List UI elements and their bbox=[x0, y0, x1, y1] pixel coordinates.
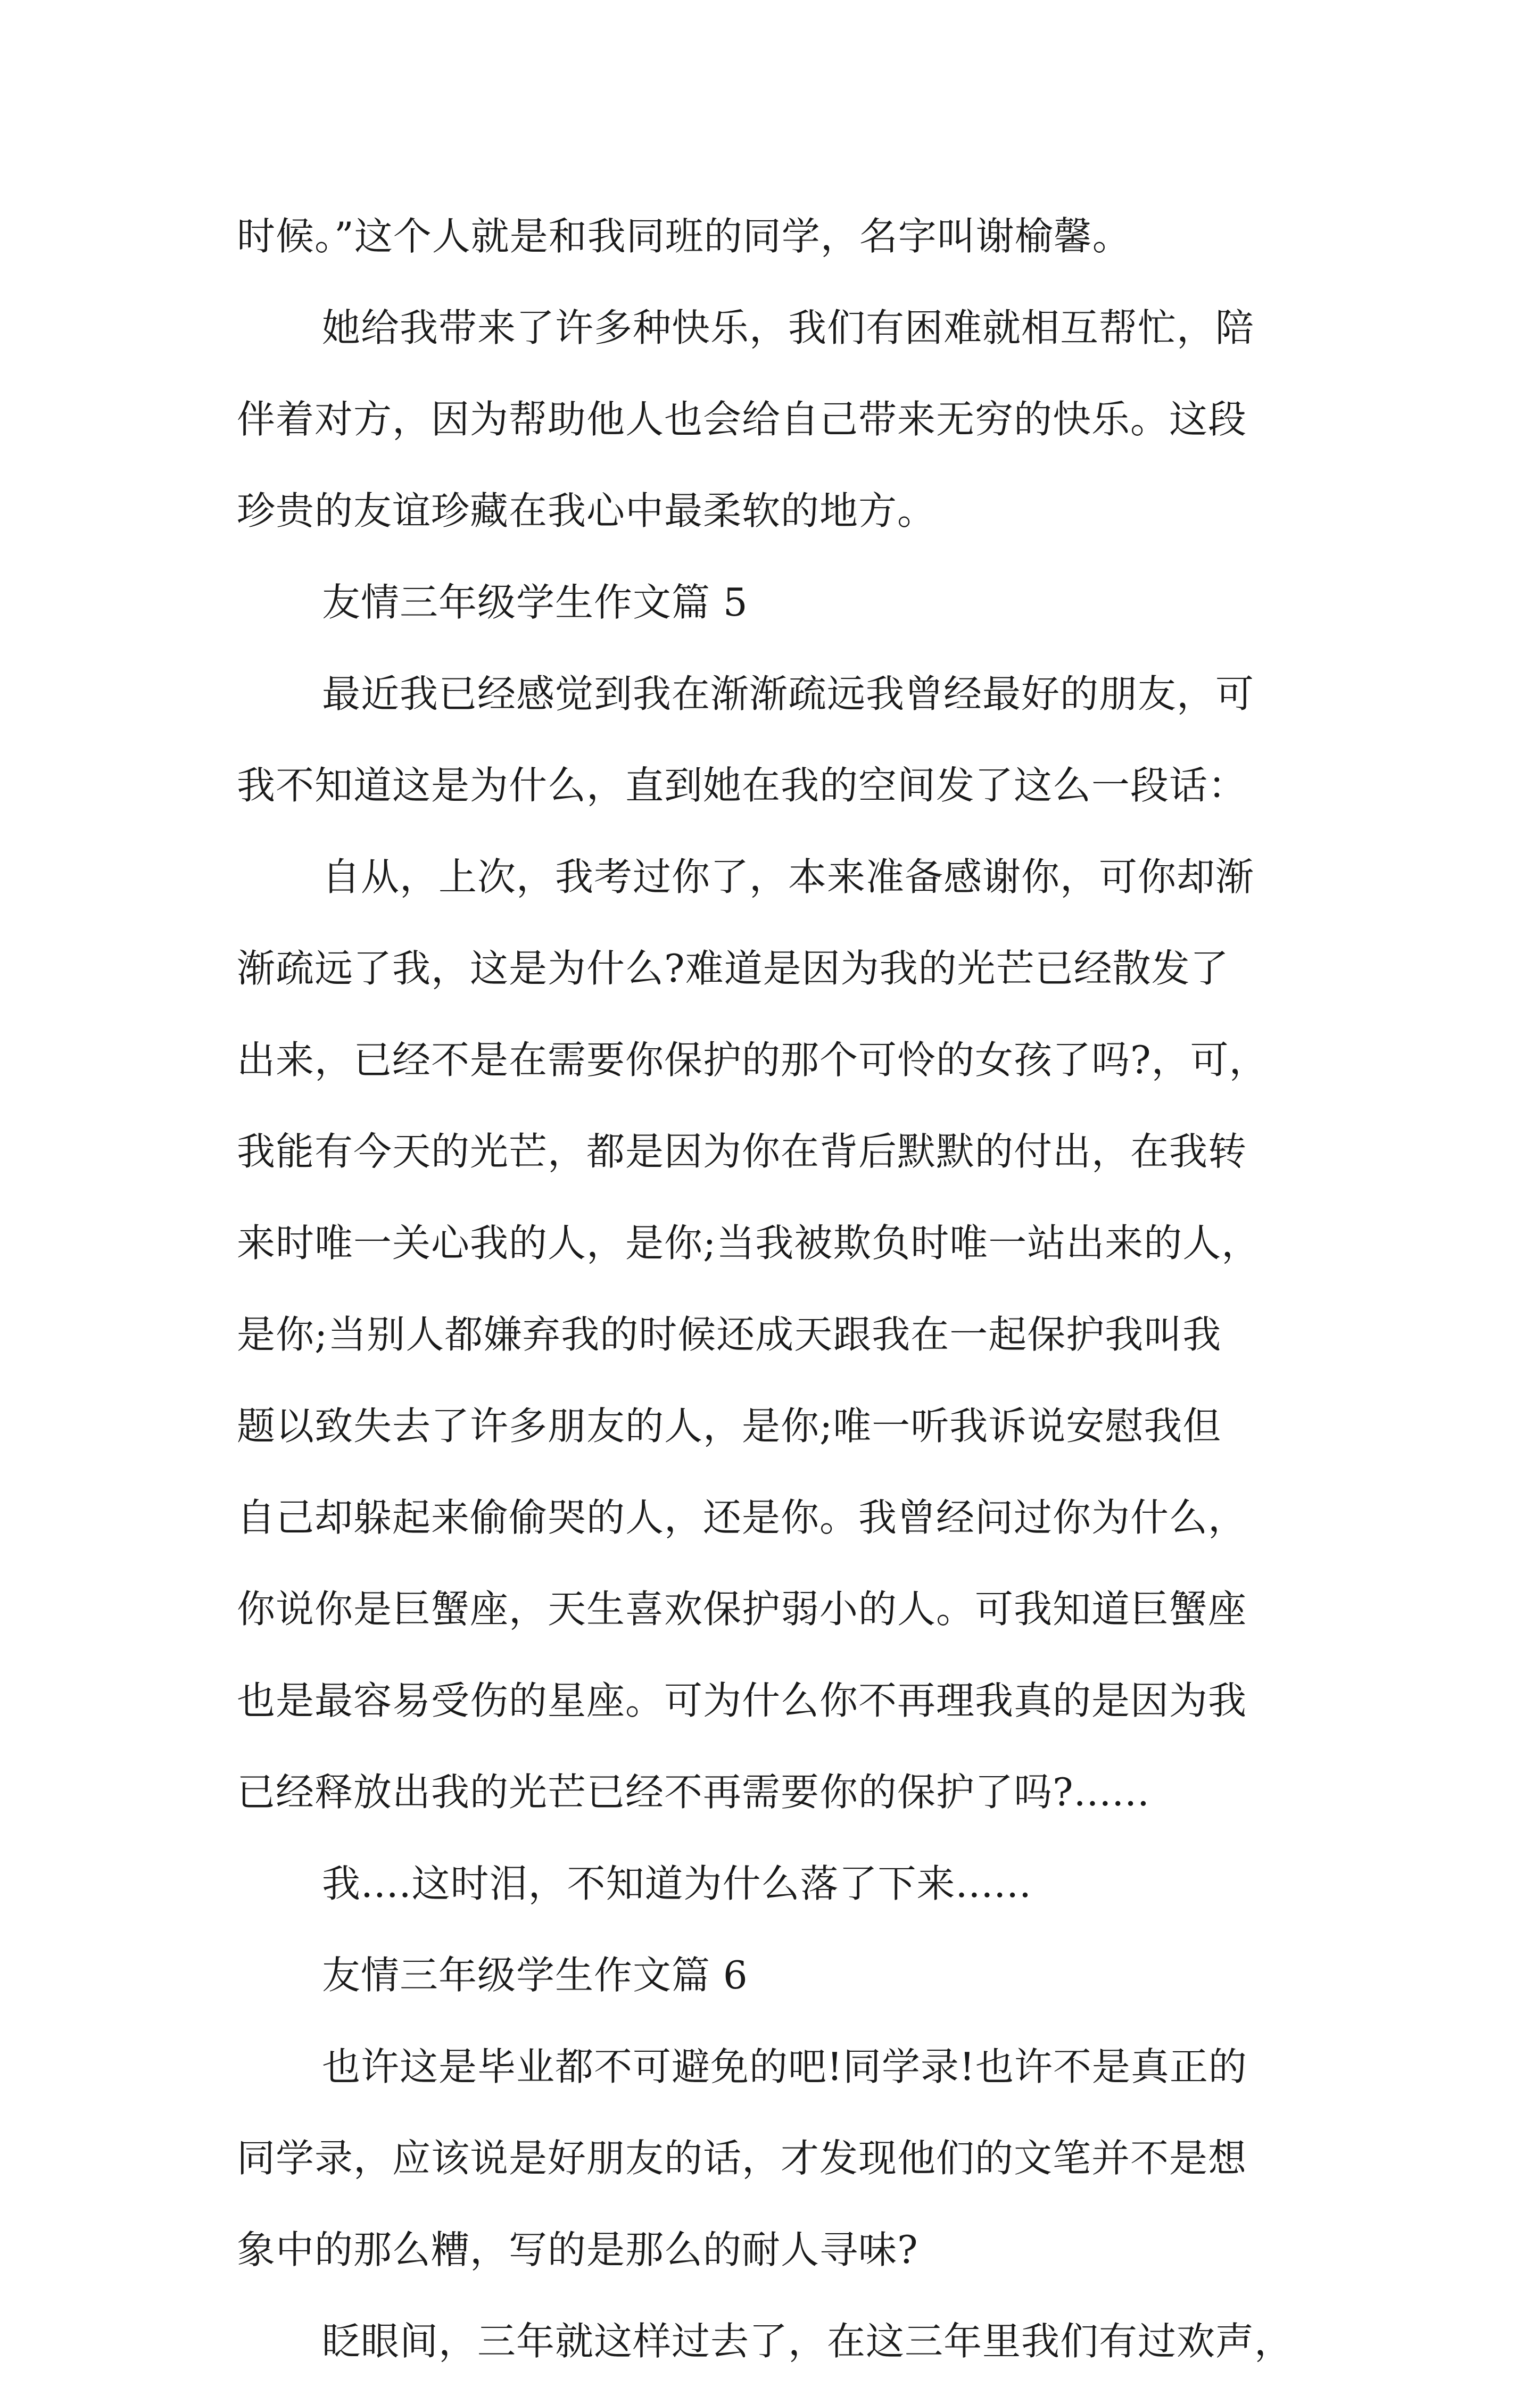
paragraph-start-line: 也许这是毕业都不可避免的吧!同学录!也许不是真正的 bbox=[322, 2044, 1247, 2089]
text-line: 你说你是巨蟹座，天生喜欢保护弱小的人。可我知道巨蟹座 bbox=[237, 1587, 1247, 1631]
text-line: 出来，已经不是在需要你保护的那个可怜的女孩了吗?，可， bbox=[237, 1038, 1268, 1082]
text-line: 时候。”这个人就是和我同班的同学，名字叫谢榆馨。 bbox=[237, 214, 1131, 259]
paragraph-start-line: 自从，上次，我考过你了，本来准备感谢你，可你却渐 bbox=[322, 855, 1255, 899]
text-line: 渐疏远了我，这是为什么?难道是因为我的光芒已经散发了 bbox=[237, 946, 1229, 991]
paragraph-start-line: 她给我带来了许多种快乐，我们有困难就相互帮忙，陪 bbox=[322, 305, 1255, 350]
text-line: 同学录，应该说是好朋友的话，才发现他们的文笔并不是想 bbox=[237, 2136, 1247, 2181]
text-line: 珍贵的友谊珍藏在我心中最柔软的地方。 bbox=[237, 488, 937, 533]
text-line: 已经释放出我的光芒已经不再需要你的保护了吗?...... bbox=[237, 1770, 1150, 1814]
text-line: 来时唯一关心我的人，是你;当我被欺负时唯一站出来的人， bbox=[237, 1221, 1261, 1265]
document-body bbox=[237, 190, 1317, 2387]
text-line: 我能有今天的光芒，都是因为你在背后默默的付出，在我转 bbox=[237, 1129, 1247, 1174]
text-line: 也是最容易受伤的星座。可为什么你不再理我真的是因为我 bbox=[237, 1678, 1247, 1723]
text-line: 自己却躲起来偷偷哭的人，还是你。我曾经问过你为什么， bbox=[237, 1495, 1247, 1540]
section-heading-6: 友情三年级学生作文篇 6 bbox=[322, 1953, 748, 1998]
text-line: 我不知道这是为什么，直到她在我的空间发了这么一段话： bbox=[237, 763, 1247, 808]
text-line: 题以致失去了许多朋友的人，是你;唯一听我诉说安慰我但 bbox=[237, 1404, 1222, 1448]
text-line: 伴着对方，因为帮助他人也会给自己带来无穷的快乐。这段 bbox=[237, 397, 1247, 442]
paragraph-start-line: 最近我已经感觉到我在渐渐疏远我曾经最好的朋友，可 bbox=[322, 672, 1255, 716]
paragraph-start-line: 我....这时泪，不知道为什么落了下来...... bbox=[322, 1861, 1032, 1906]
text-line: 是你;当别人都嫌弃我的时候还成天跟我在一起保护我叫我 bbox=[237, 1312, 1222, 1357]
section-heading-5: 友情三年级学生作文篇 5 bbox=[322, 580, 748, 625]
text-line: 象中的那么糟，写的是那么的耐人寻味? bbox=[237, 2227, 918, 2272]
paragraph-start-line: 眨眼间，三年就这样过去了，在这三年里我们有过欢声， bbox=[322, 2319, 1294, 2364]
